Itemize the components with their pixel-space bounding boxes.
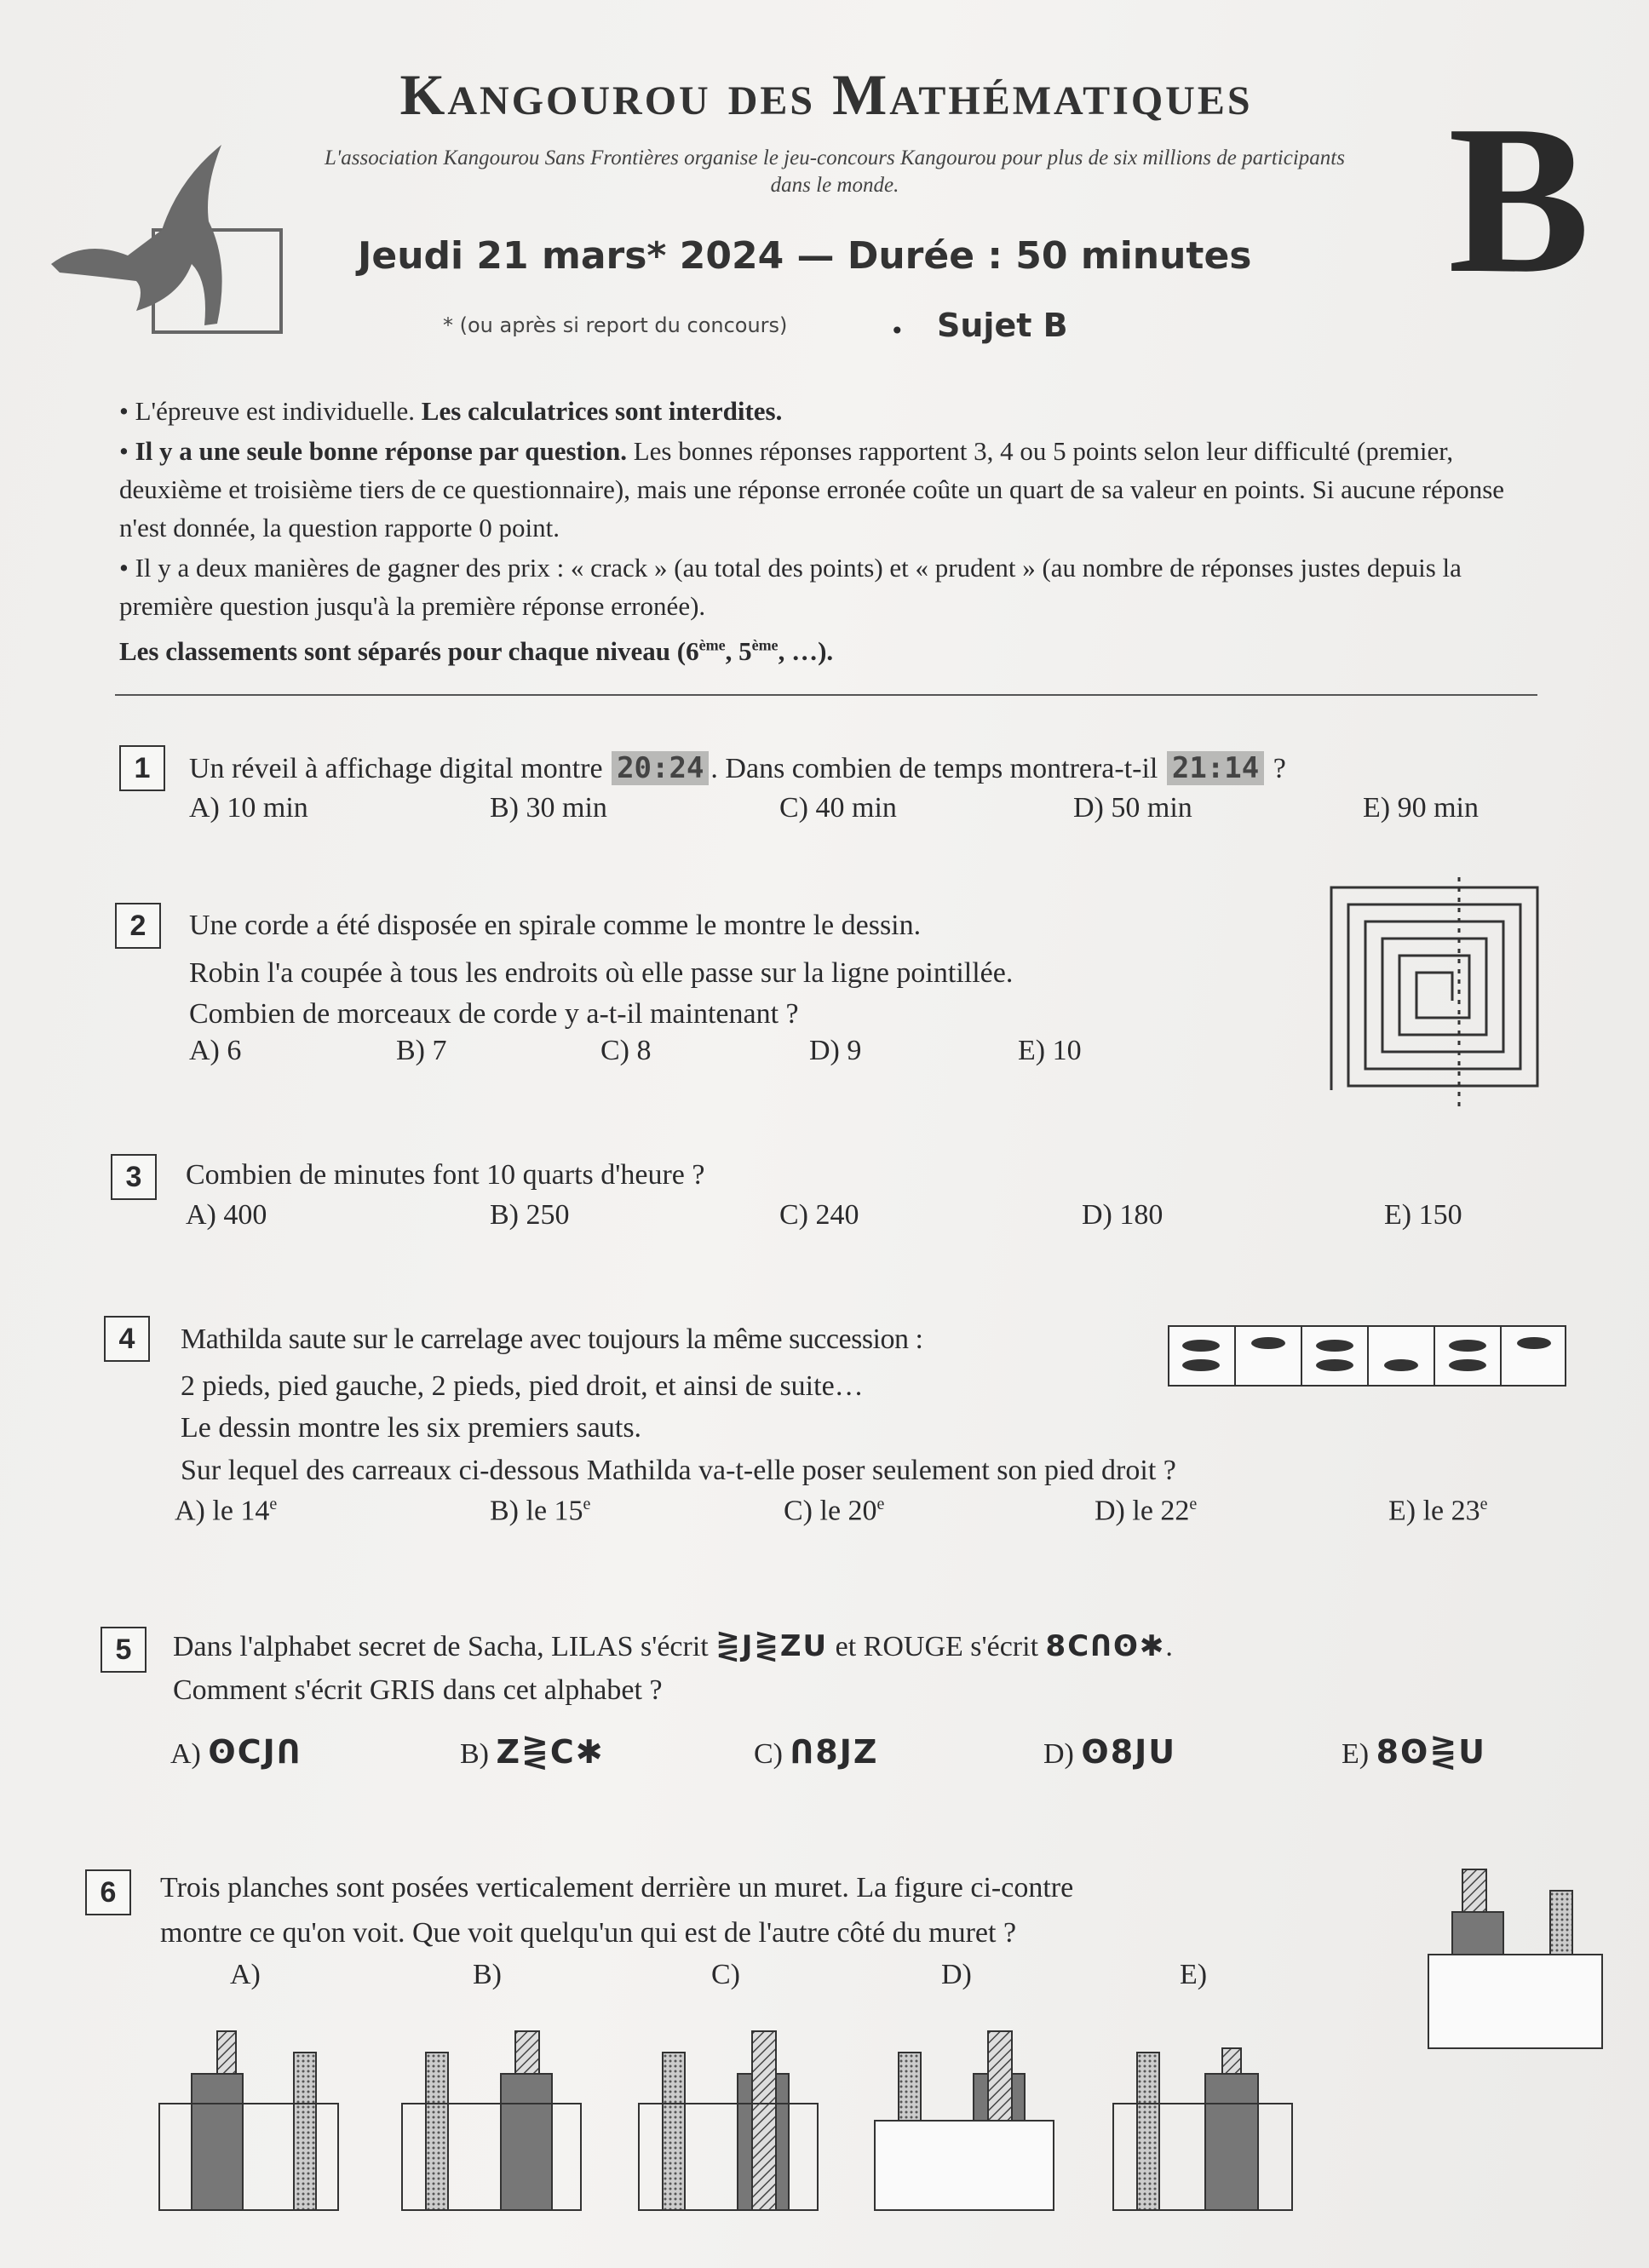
q6-figure-b [400, 2023, 588, 2214]
rule-2-text: Les bonnes réponses rapportent 3, 4 ou 5 points selon leur difficulté (premier, deuxième et troisième tiers de ce questionnaire), mais une réponse erronée coûte un quart de sa valeur en points. Si aucune réponse n'est donnée, la question rapporte 0 point. [119, 436, 1505, 543]
q6-line-2: montre ce qu'on voit. Que voit quelqu'un qui est de l'autre côté du muret ? [160, 1917, 1017, 1949]
q6-option-a[interactable]: A) [230, 1959, 261, 1990]
divider [115, 694, 1537, 696]
q5-option-e[interactable] [1342, 1733, 1486, 1771]
q5-option-a[interactable] [170, 1733, 302, 1771]
q4-option-d-sup: e [1189, 1495, 1198, 1513]
q1-text-a: Un réveil à affichage digital montre [189, 753, 603, 784]
sujet-label: Sujet B [937, 307, 1068, 344]
q4-line-1: Mathilda saute sur le carrelage avec toujours la même succession : [181, 1323, 923, 1355]
q2-line-3: Combien de morceaux de corde y a-t-il maintenant ? [189, 998, 799, 1030]
q5-option-d-letter: D) [1043, 1738, 1074, 1770]
q2-line-1: Une corde a été disposée en spirale comme le montre le dessin. [189, 910, 922, 941]
q2-option-c[interactable]: C) 8 [600, 1035, 652, 1066]
q5-line-2: Comment s'écrit GRIS dans cet alphabet ? [173, 1674, 663, 1706]
association-text: L'association Kangourou Sans Frontières organise le jeu-concours Kangourou pour plus de six millions de participants dans le monde. [325, 146, 1345, 197]
q5-option-a-letter: A) [170, 1738, 201, 1770]
q4-option-a-sup: e [269, 1495, 278, 1513]
code-lilas: ⋛J⋛ZU [715, 1629, 829, 1663]
q6-option-d[interactable]: D) [941, 1959, 972, 1990]
q6-figure-d [873, 2023, 1060, 2214]
rule-4-sup1: ème [698, 637, 726, 654]
q3-option-b[interactable]: B) 250 [490, 1199, 570, 1231]
q5-text-c: . [1165, 1631, 1173, 1662]
q6-option-e[interactable]: E) [1180, 1959, 1208, 1990]
q5-line-1 [173, 1625, 1578, 1668]
q4-option-a[interactable] [175, 1495, 277, 1527]
rule-2: • Il y a une seule bonne réponse par question. Les bonnes réponses rapportent 3, 4 ou 5 points selon leur difficulté (premier, deuxième et troisième tiers de ce questionnaire), mais une réponse erronée coûte un quart de sa valeur en points. Si aucune réponse n'est donnée, la question rapporte 0 point. [119, 436, 1505, 543]
clock-display-1: 20:24 [612, 751, 709, 785]
rule-4-sup2: ème [751, 637, 779, 654]
q4-option-b-label: B) le 15 [490, 1495, 583, 1527]
q4-option-d[interactable] [1095, 1495, 1197, 1527]
q3-option-e[interactable]: E) 150 [1384, 1199, 1462, 1231]
q6-figure-e [1112, 2023, 1299, 2214]
rule-4 [119, 627, 1533, 670]
bullet-icon: • [890, 317, 905, 345]
q1-option-c[interactable]: C) 40 min [779, 792, 897, 824]
rule-4-c: , …). [778, 636, 834, 667]
q1-option-a[interactable]: A) 10 min [189, 792, 308, 824]
q5-option-a-code: ʘCJՈ [208, 1733, 302, 1771]
tiles-footprints-figure [1167, 1324, 1567, 1388]
q1-text-c: ? [1266, 753, 1286, 784]
q5-option-b-letter: B) [460, 1738, 489, 1770]
q3-text: Combien de minutes font 10 quarts d'heure ? [186, 1159, 705, 1191]
q2-option-e[interactable]: E) 10 [1018, 1035, 1082, 1066]
rule-3: • Il y a deux manières de gagner des prix : « crack » (au total des points) et « prudent » (au nombre de réponses justes depuis la première question jusqu'à la première réponse erronée). [119, 553, 1462, 621]
rule-4-b: , 5 [725, 636, 752, 667]
q4-option-e-sup: e [1480, 1495, 1488, 1513]
q2-option-d[interactable]: D) 9 [809, 1035, 862, 1066]
q3-option-a[interactable]: A) 400 [186, 1199, 267, 1231]
clock-display-2: 21:14 [1167, 751, 1264, 785]
rule-3-text: Il y a deux manières de gagner des prix : « crack » (au total des points) et « prudent » (au nombre de réponses justes depuis la première question jusqu'à la première réponse erronée). [119, 553, 1462, 621]
question-6-number: 6 [85, 1869, 131, 1915]
q1-option-d[interactable]: D) 50 min [1073, 792, 1192, 824]
report-note: * (ou après si report du concours) [443, 313, 788, 337]
q5-option-b-code: Z⋛C✱ [496, 1733, 605, 1771]
q5-text-b: et ROUGE s'écrit [835, 1631, 1039, 1662]
q4-option-b[interactable] [490, 1495, 590, 1527]
question-2-number: 2 [115, 903, 161, 949]
q5-option-e-letter: E) [1342, 1738, 1370, 1770]
page-title: Kangourou des Mathématiques [399, 62, 1253, 127]
q6-option-b[interactable]: B) [473, 1959, 502, 1990]
q2-option-b[interactable]: B) 7 [396, 1035, 447, 1066]
q3-option-d[interactable]: D) 180 [1082, 1199, 1163, 1231]
q5-option-d[interactable] [1043, 1733, 1176, 1771]
level-letter: B [1448, 82, 1590, 318]
q4-line-3: Le dessin montre les six premiers sauts. [181, 1412, 642, 1444]
question-4-number: 4 [104, 1316, 150, 1362]
q4-line-2: 2 pieds, pied gauche, 2 pieds, pied droit, et ainsi de suite… [181, 1370, 864, 1402]
rules-block [119, 392, 1533, 672]
q5-option-b[interactable] [460, 1733, 605, 1771]
q6-figure-a [158, 2023, 345, 2214]
q4-option-c[interactable] [784, 1495, 884, 1527]
q1-option-b[interactable]: B) 30 min [490, 792, 607, 824]
rule-1: • L'épreuve est individuelle. Les calculatrices sont interdites. [119, 396, 783, 426]
q6-figure-c [637, 2023, 824, 2214]
q5-option-c-code: Ո8JZ [790, 1733, 879, 1771]
question-5-number: 5 [101, 1627, 147, 1673]
rule-1-text: L'épreuve est individuelle. [135, 396, 422, 426]
wall-planks-reference-figure [1427, 1861, 1606, 2053]
q4-option-c-sup: e [876, 1495, 885, 1513]
kangaroo-logo [34, 128, 290, 349]
rule-2-bold: Il y a une seule bonne réponse par question. [135, 436, 627, 466]
q2-line-2: Robin l'a coupée à tous les endroits où elle passe sur la ligne pointillée. [189, 957, 1014, 989]
q5-option-e-code: 8ʘ⋛U [1376, 1733, 1487, 1771]
code-rouge: 8CՈʘ✱ [1045, 1629, 1166, 1663]
q5-option-c-letter: C) [754, 1738, 783, 1770]
q3-option-c[interactable]: C) 240 [779, 1199, 859, 1231]
q5-text-a: Dans l'alphabet secret de Sacha, LILAS s'écrit [173, 1631, 709, 1662]
q4-option-d-label: D) le 22 [1095, 1495, 1190, 1527]
q4-line-4: Sur lequel des carreaux ci-dessous Mathilda va-t-elle poser seulement son pied droit ? [181, 1455, 1176, 1486]
q1-text-b: . Dans combien de temps montrera-t-il [710, 753, 1158, 784]
q4-option-e-label: E) le 23 [1388, 1495, 1480, 1527]
q4-option-a-label: A) le 14 [175, 1495, 270, 1527]
q4-option-c-label: C) le 20 [784, 1495, 877, 1527]
q1-option-e[interactable]: E) 90 min [1363, 792, 1479, 824]
question-3-number: 3 [111, 1154, 157, 1200]
q5-option-d-code: ʘ8JU [1081, 1733, 1177, 1771]
q4-option-b-sup: e [583, 1495, 591, 1513]
q4-option-e[interactable] [1388, 1495, 1488, 1527]
rule-4-a: Les classements sont séparés pour chaque niveau (6 [119, 636, 699, 667]
q6-line-1: Trois planches sont posées verticalement derrière un muret. La figure ci-contre [160, 1872, 1074, 1903]
question-1-number: 1 [119, 745, 165, 791]
q5-option-c[interactable] [754, 1733, 878, 1771]
q6-option-c[interactable]: C) [711, 1959, 740, 1990]
q2-option-a[interactable]: A) 6 [189, 1035, 242, 1066]
rule-1-bold: Les calculatrices sont interdites. [421, 396, 783, 426]
spiral-rope-figure [1324, 877, 1546, 1107]
date-duration: Jeudi 21 mars* 2024 — Durée : 50 minutes [358, 234, 1252, 278]
question-1-text [189, 748, 1552, 790]
